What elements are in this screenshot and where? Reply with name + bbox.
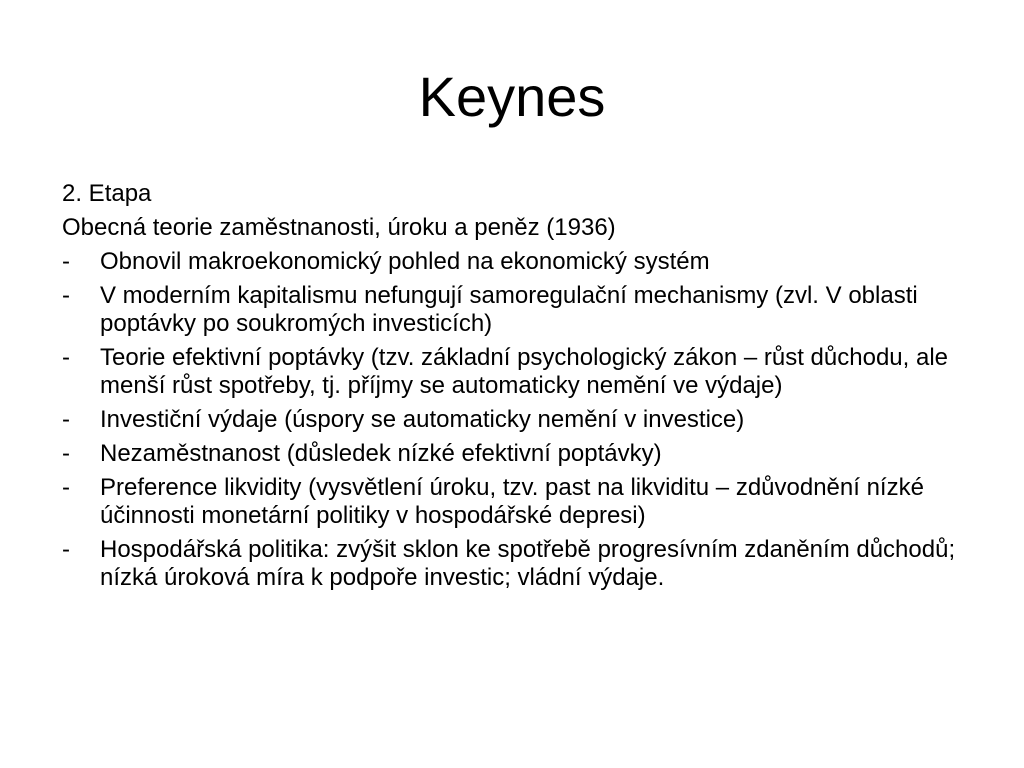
list-item [62, 474, 962, 530]
list-item [62, 440, 962, 468]
bullet-dash: - [62, 474, 70, 501]
slide-title: Keynes [418, 65, 606, 128]
list-item-text: Investiční výdaje (úspory se automaticky nemění v investice) [100, 406, 745, 433]
list-item [62, 406, 962, 434]
bullet-dash: - [62, 406, 70, 433]
bullet-list [62, 248, 962, 592]
bullet-dash: - [62, 440, 70, 467]
list-item-text: Obnovil makroekonomický pohled na ekonomický systém [100, 248, 710, 275]
list-item-text: Preference likvidity (vysvětlení úroku, tzv. past na likviditu – zdůvodnění nízké účinnosti monetární politiky v hospodářské depresi) [100, 474, 924, 529]
list-item [62, 282, 962, 338]
bullet-dash: - [62, 344, 70, 371]
list-item [62, 248, 962, 276]
list-item-text: V moderním kapitalismu nefungují samoregulační mechanismy (zvl. V oblasti poptávky po soukromých investicích) [100, 282, 918, 337]
bullet-dash: - [62, 282, 70, 309]
bullet-dash: - [62, 248, 70, 275]
stage-label: 2. Etapa [62, 180, 152, 207]
list-item-text: Teorie efektivní poptávky (tzv. základní psychologický zákon – růst důchodu, ale menší růst spotřeby, tj. příjmy se automaticky nemění ve výdaje) [100, 344, 949, 399]
list-item-text: Nezaměstnanost (důsledek nízké efektivní poptávky) [100, 440, 662, 467]
list-item [62, 536, 962, 592]
list-item-text: Hospodářská politika: zvýšit sklon ke spotřebě progresívním zdaněním důchodů; nízká úroková míra k podpoře investic; vládní výdaje. [100, 536, 956, 591]
list-item [62, 344, 962, 400]
slide-body [62, 180, 962, 598]
book-title-line: Obecná teorie zaměstnanosti, úroku a peněz (1936) [62, 214, 616, 241]
bullet-dash: - [62, 536, 70, 563]
